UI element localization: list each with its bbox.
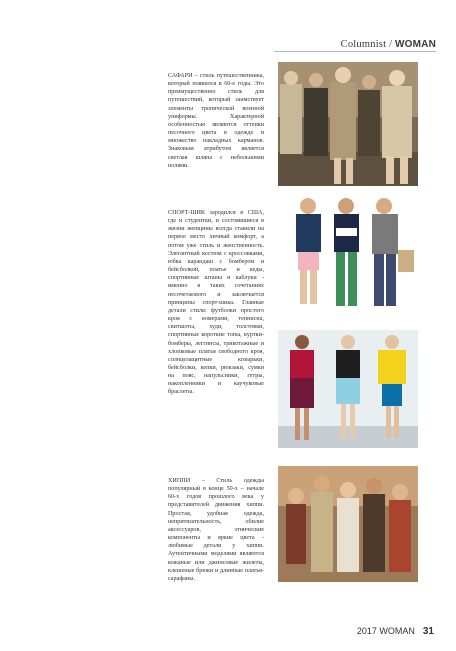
issue-label: 2017 WOMAN	[356, 626, 415, 636]
hippie-body: – Стиль одежды популярный в конце 50-х – начале 60-х годов прошлого века у представителей движения хиппи. Простая, удобная одежда, непритязательность, обилие аксессуаров, этнические компоненты и яркие цвета - любимые детали у хиппи. Аутентичными моделями являются кожаные или джинсовые жилеты, клешеные брюки и длинные платья-сарафаны.	[168, 478, 264, 582]
safari-text	[168, 72, 264, 170]
safari-body: – стиль путешественника, который появился в 60-е годы. Это преимущественно стиль для путешествий, который заимствует элементы тропической военной униформы. Характерной особенностью являются оттенки песочного цвета в одежде и множество накладных карманов. Знаковым атрибутом является светлая шляпа с небольшими полями.	[168, 73, 264, 169]
safari-photo	[278, 62, 418, 186]
sport-chic-runway-photo	[278, 330, 418, 448]
sport-chic-text	[168, 209, 264, 397]
sport-chic-body: зародился в США, где и студентки, и состоявшиеся в жизни женщины всегда ставили на первое место личный комфорт, а потом уже стиль и женственность. Элегантный костюм с кроссовками, юбка карандаш с бомбером и бейсболкой, платье и кеды, спортивные штаны и каблуки - именно в таких сочетаниях несочетаемого и заключается принципы спорт-шика. Главные детали стиля: футболки простого кроя с номерами, теннискu, свитшоты, худи, толстовки, спортивные короткие топы, куртки-бомберы, леггинсы, трикотажные и хлопковые платья свободного кроя, солнцезащитные козырьки, бейсболки, кепки, рюкзаки, сумки на пояс, напульсники, гетры, накопленники и каучуковые браслеты.	[168, 210, 264, 396]
column-label: Columnist /	[340, 39, 393, 50]
hippie-photo	[278, 466, 418, 582]
sport-chic-lead: СПОРТ-ШИК	[168, 210, 205, 216]
hippie-text	[168, 477, 264, 583]
page-header	[341, 39, 436, 50]
safari-lead: САФАРИ	[168, 73, 193, 79]
sport-chic-men-photo	[278, 192, 418, 320]
header-rule	[274, 51, 436, 52]
hippie-lead: ХИППИ	[168, 478, 191, 484]
page-number: 31	[422, 626, 434, 637]
magazine-name: WOMAN	[395, 39, 436, 50]
page-footer	[357, 626, 434, 637]
